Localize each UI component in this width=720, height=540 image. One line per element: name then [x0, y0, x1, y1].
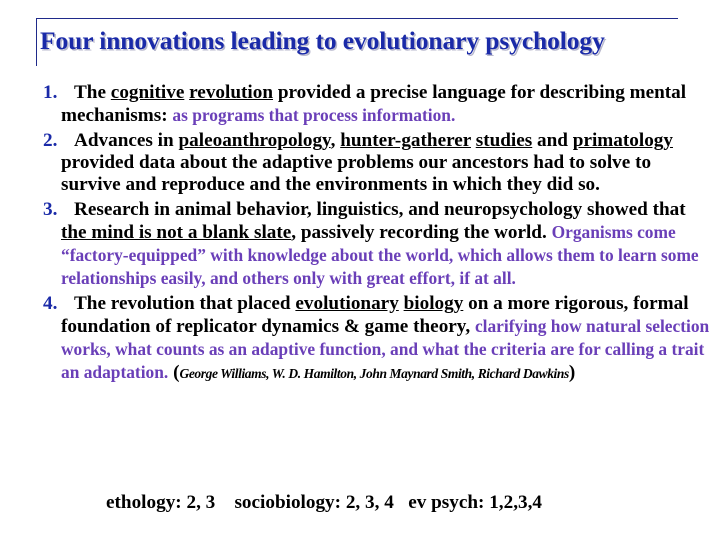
item-text-segment: paleoanthropology: [178, 130, 331, 151]
item-text-segment: the mind is not a blank slate: [61, 222, 292, 243]
list-item: [40, 130, 714, 196]
highlight-text: Organisms come “factory-equipped” with knowledge about the world, which allows them to learn some relationships easily, and others only with great effort, if at all.: [61, 222, 699, 288]
citation-text: George Williams, W. D. Hamilton, John Maynard Smith, Richard Dawkins: [179, 366, 569, 381]
item-text: [61, 130, 673, 195]
item-text-segment: on a more rigorous, formal foundation of replicator dynamics & game theory,: [61, 293, 689, 337]
item-number: 3.: [43, 199, 58, 220]
item-text-segment: The revolution that placed: [74, 293, 296, 314]
footer-summary: ethology: 2, 3 sociobiology: 2, 3, 4 ev psych: 1,2,3,4: [106, 492, 542, 513]
item-number: 2.: [43, 130, 58, 151]
item-text-segment: The: [74, 82, 111, 103]
item-text-segment: and: [532, 130, 573, 151]
title-rule-left: [36, 18, 37, 66]
list-item: [40, 293, 714, 385]
list-item: [40, 199, 714, 290]
highlight-text: clarifying how natural selection works, what counts as an adaptive function, and what the criteria are for calling a trait an adaptation.: [61, 316, 710, 382]
item-text-segment: provided data about the adaptive problems our ancestors had to solve to survive and reproduce and the environments in which they did so.: [61, 152, 652, 195]
item-text-segment: hunter-gatherer: [340, 130, 471, 151]
item-text-segment: ): [568, 362, 576, 383]
item-text-segment: evolutionary: [295, 293, 399, 314]
item-text-segment: provided a precise language for describing mental mechanisms:: [61, 82, 687, 126]
highlight-text: as programs that process information.: [172, 105, 456, 125]
title-bar: [10, 18, 678, 68]
item-text-segment: studies: [475, 130, 533, 151]
item-text-segment: primatology: [572, 130, 673, 151]
item-text-segment: cognitive: [110, 82, 185, 103]
item-text-segment: ,: [330, 130, 341, 151]
list-item: [40, 82, 714, 127]
item-text-segment: , passively recording the world.: [291, 222, 552, 243]
item-text-segment: Advances in: [74, 130, 179, 151]
item-text: [61, 199, 699, 289]
item-text: [61, 293, 709, 383]
innovation-list: [40, 82, 714, 388]
item-text: [61, 82, 686, 126]
item-text-segment: revolution: [189, 82, 274, 103]
item-number: 4.: [43, 293, 58, 314]
title-rule-top: [36, 18, 678, 19]
item-text-segment: biology: [403, 293, 464, 314]
item-text-segment: Research in animal behavior, linguistics, and neuropsychology showed that: [74, 199, 686, 220]
item-text-segment: (: [168, 362, 180, 383]
item-number: 1.: [43, 82, 58, 103]
slide-title: Four innovations leading to evolutionary psychology: [40, 26, 605, 55]
